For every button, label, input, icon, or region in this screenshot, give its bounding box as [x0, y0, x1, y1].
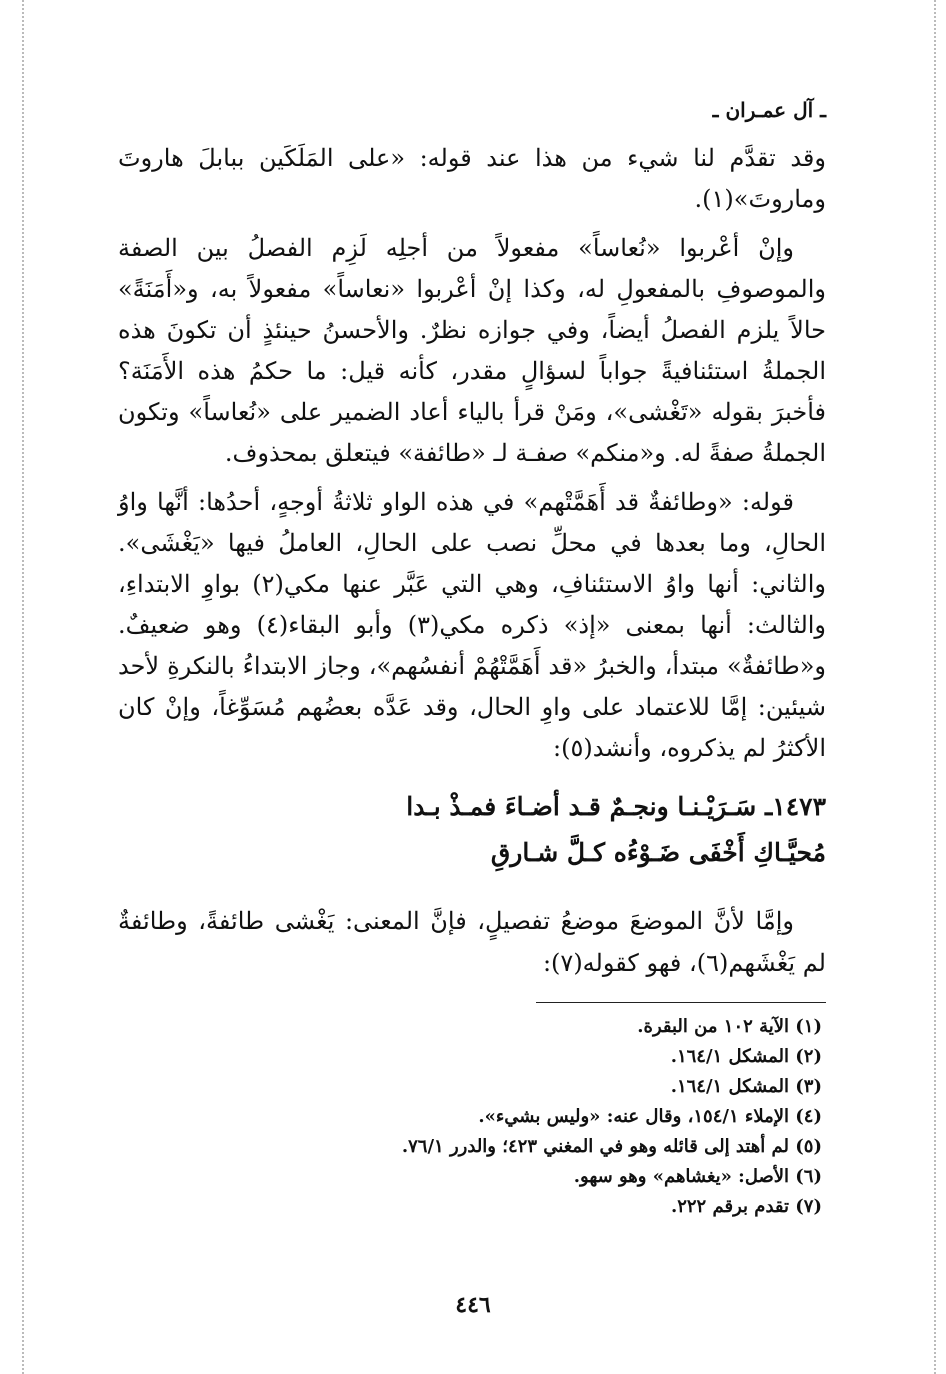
- paragraph: وإنْ أعْربوا «نُعاساً» مفعولاً من أجلِه لَزِم الفصلُ بين الصفة والموصوفِ بالمفعولِ له، وكذا إنْ أعْربوا «نعاساً» مفعولاً به، و«أَمَنَةً» حالاً يلزم الفصلُ أيضاً، وفي جوازه نظرٌ. والأحسنُ حينئذٍ أن تكونَ هذه الجملةُ استئنافيةً جواباً لسؤالٍ مقدر، كأنه قيل: ما حكمُ هذه الأَمَنَة؟ فأخبرَ بقوله «تَغْشى»، ومَنْ قرأ بالياء أعاد الضمير على «نُعاساً» وتكون الجملةُ صفةً له. و«منكم» صفـة لـ «طائفة» فيتعلق بمحذوف.: [118, 234, 826, 467]
- footnote: (١) الآية ١٠٢ من البقرة.: [637, 1016, 822, 1037]
- paragraph: وقد تقدَّم لنا شيء من هذا عند قوله: «على المَلَكَين ببابلَ هاروتَ وماروتَ»(١).: [118, 144, 826, 213]
- footnote: (٣) المشكل ١٦٤/١.: [670, 1076, 822, 1097]
- footnote: (٥) لم أهتد إلى قائله وهو في المغني ٤٢٣؛ والدرر ٧٦/١.: [401, 1136, 822, 1157]
- footnote: (٧) تقدم برقم ٢٢٢.: [670, 1196, 822, 1217]
- footnotes-list: [118, 1012, 822, 1222]
- main-text: [118, 138, 826, 777]
- left-edge-margin: [22, 0, 24, 1374]
- right-edge-margin: [934, 0, 936, 1374]
- running-header: ـ آل عمـران ـ: [712, 98, 826, 122]
- verse-line-1: ١٤٧٣ـ سَـرَيْـنـا ونجـمٌ قـد أضـاءَ فمـذْ بـدا: [406, 792, 826, 821]
- verse-line-2: مُحيَّـاكِ أَخْفَى ضَـوْءُه كـلَّ شـارقِ: [490, 838, 826, 867]
- page-number: ٤٤٦: [455, 1292, 491, 1318]
- footnote-divider: [536, 1002, 826, 1003]
- footnote: (٤) الإملاء ١٥٤/١، وقال عنه: «وليس بشيء».: [478, 1106, 822, 1127]
- footnote: (٦) الأصل: «يغشاهم» وهو سهو.: [573, 1166, 822, 1187]
- paragraph: وإمَّا لأنَّ الموضعَ موضعُ تفصيلٍ، فإنَّ المعنى: يَغْشى طائفةً، وطائفةٌ لم يَغْشَهم(٦)، فهو كقوله(٧):: [118, 907, 826, 977]
- paragraph: قوله: «وطائفةٌ قد أَهَمَّتْهم» في هذه الواو ثلاثةُ أوجهٍ، أحدُها: أنَّها واوُ الحالِ، وما بعدها في محلِّ نصب على الحالِ، العاملُ فيها «يَغْشَى». والثاني: أنها واوُ الاستئنافِ، وهي التي عَبَّر عنها مكي(٢) بواوِ الابتداءِ، والثالث: أنها بمعنى «إذ» ذكره مكي(٣) وأبو البقاء(٤) وهو ضعيفٌ. و«طائفةٌ» مبتدأ، والخبرُ «قد أَهَمَّتْهُمْ أنفسُهم»، وجاز الابتداءُ بالنكرةِ لأحد شيئين: إمَّا للاعتماد على واوِ الحال، وقد عَدَّه بعضُهم مُسَوِّغاً، وإنْ كان الأكثرُ لم يذكروه، وأنشد(٥):: [118, 488, 827, 762]
- footnote: (٢) المشكل ١٦٤/١.: [670, 1046, 822, 1067]
